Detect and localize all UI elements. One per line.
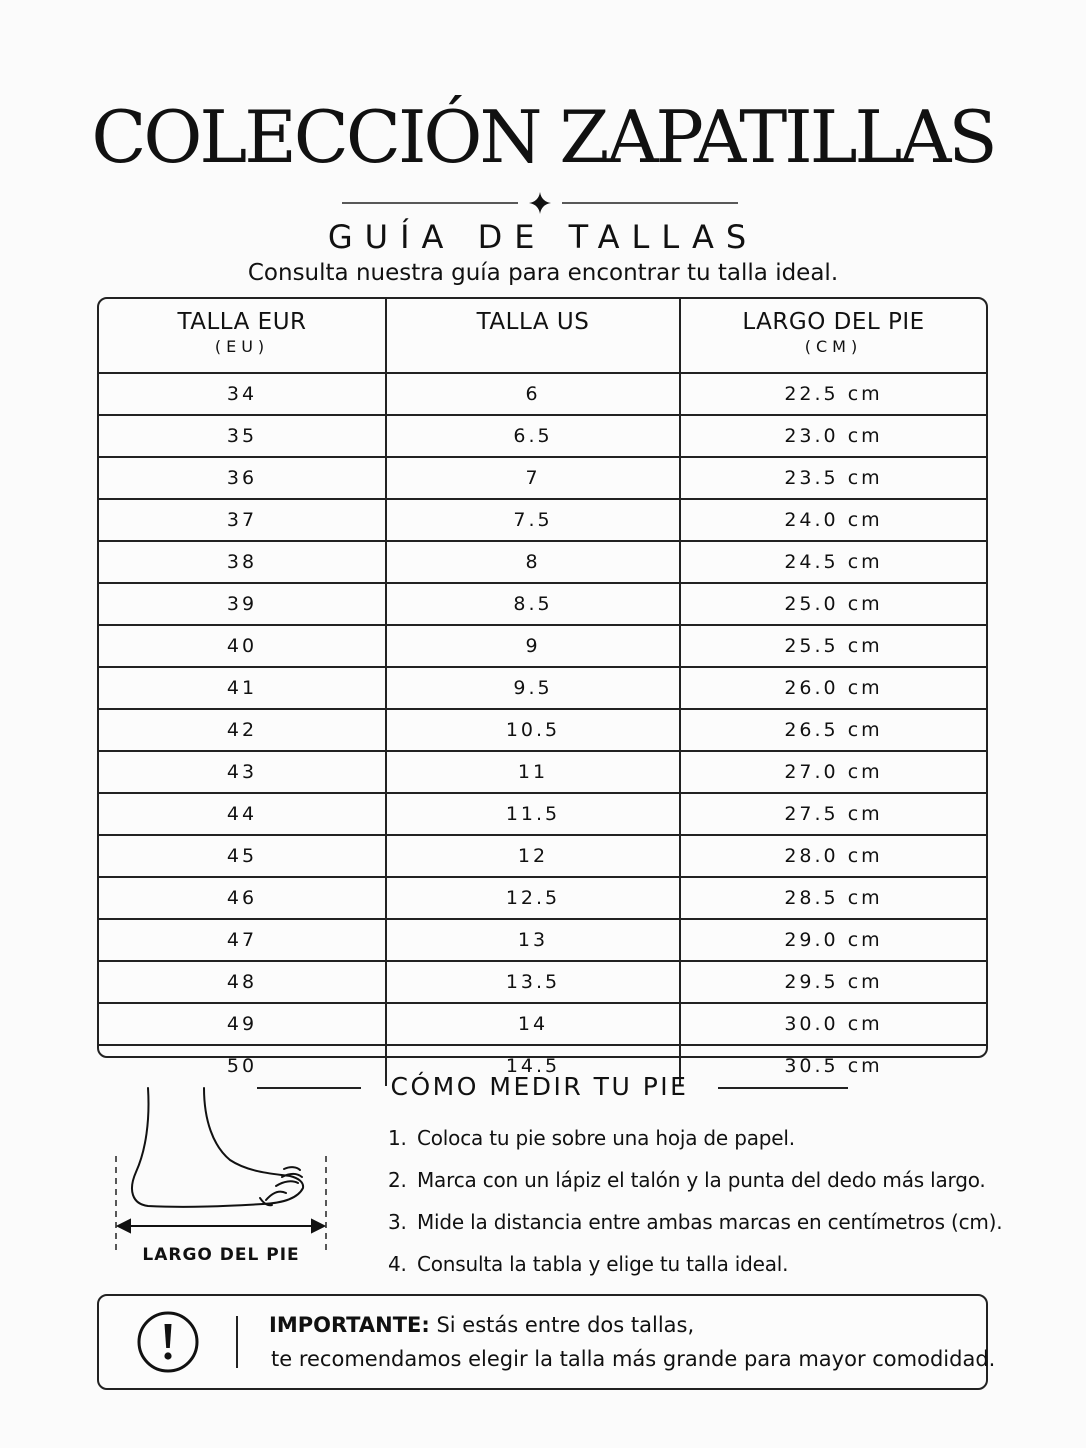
measure-title: CÓMO MEDIR TU PIE: [390, 1072, 689, 1101]
cell-eu: 50: [99, 1045, 386, 1086]
step-text: Consulta la tabla y elige tu talla ideal.: [417, 1252, 789, 1276]
title-rule-right: [718, 1087, 848, 1089]
exclamation-circle-icon: [136, 1310, 200, 1374]
cell-us: 12.5: [386, 877, 680, 919]
cell-length: 29.0 cm: [680, 919, 986, 961]
cell-us: 14: [386, 1003, 680, 1045]
cell-us: 9: [386, 625, 680, 667]
cell-length: 25.0 cm: [680, 583, 986, 625]
cell-length: 23.5 cm: [680, 457, 986, 499]
cell-length: 23.0 cm: [680, 415, 986, 457]
cell-us: 11: [386, 751, 680, 793]
cell-us: 8.5: [386, 583, 680, 625]
list-item: [388, 1244, 1002, 1286]
header-label: TALLA EUR: [177, 309, 307, 335]
table-row: [99, 919, 986, 961]
intro-text: Consulta nuestra guía para encontrar tu talla ideal.: [247, 260, 839, 286]
cell-us: 11.5: [386, 793, 680, 835]
cell-us: 8: [386, 541, 680, 583]
cell-us: 7.5: [386, 499, 680, 541]
table-row: [99, 835, 986, 877]
table-row: [99, 457, 986, 499]
header-unit: (EU): [214, 337, 270, 356]
header-unit: (CM): [804, 337, 863, 356]
cell-us: 10.5: [386, 709, 680, 751]
cell-eu: 39: [99, 583, 386, 625]
cell-us: 7: [386, 457, 680, 499]
header-length: [680, 299, 986, 373]
note-line-1: [269, 1308, 694, 1342]
table-row: [99, 541, 986, 583]
table-row: [99, 583, 986, 625]
cell-eu: 46: [99, 877, 386, 919]
sparkle-icon: [342, 190, 738, 216]
cell-us: 14.5: [386, 1045, 680, 1086]
foot-icon: [108, 1080, 340, 1240]
table-row: [99, 793, 986, 835]
cell-eu: 36: [99, 457, 386, 499]
table-row: [99, 709, 986, 751]
foot-length-label: LARGO DEL PIE: [142, 1245, 300, 1265]
table-row: [99, 415, 986, 457]
cell-length: 26.5 cm: [680, 709, 986, 751]
table-row: [99, 1003, 986, 1045]
note-text: Si estás entre dos tallas,: [429, 1313, 695, 1337]
table-row: [99, 625, 986, 667]
cell-eu: 35: [99, 415, 386, 457]
cell-eu: 49: [99, 1003, 386, 1045]
note-divider: [236, 1316, 238, 1368]
step-number: 1.: [388, 1126, 407, 1150]
cell-eu: 45: [99, 835, 386, 877]
cell-us: 6: [386, 373, 680, 415]
step-text: Marca con un lápiz el talón y la punta del dedo más largo.: [417, 1168, 986, 1192]
table-header-row: [99, 299, 986, 373]
list-item: [388, 1202, 1002, 1244]
table-row: [99, 751, 986, 793]
cell-eu: 44: [99, 793, 386, 835]
cell-length: 24.0 cm: [680, 499, 986, 541]
table-row: [99, 961, 986, 1003]
cell-eu: 42: [99, 709, 386, 751]
list-item: [388, 1160, 1002, 1202]
step-text: Mide la distancia entre ambas marcas en centímetros (cm).: [417, 1210, 1003, 1234]
header-label: LARGO DEL PIE: [742, 309, 925, 335]
step-text: Coloca tu pie sobre una hoja de papel.: [417, 1126, 795, 1150]
cell-eu: 41: [99, 667, 386, 709]
table-row: [99, 667, 986, 709]
list-item: [388, 1118, 1002, 1160]
cell-length: 27.5 cm: [680, 793, 986, 835]
note-line-2: te recomendamos elegir la talla más grande para mayor comodidad.: [271, 1347, 996, 1371]
cell-us: 12: [386, 835, 680, 877]
important-note: [97, 1294, 996, 1390]
step-number: 2.: [388, 1168, 407, 1192]
measure-steps: [388, 1118, 1002, 1286]
cell-length: 27.0 cm: [680, 751, 986, 793]
cell-length: 28.5 cm: [680, 877, 986, 919]
cell-eu: 43: [99, 751, 386, 793]
note-label: IMPORTANTE:: [269, 1313, 430, 1337]
header-eu: [99, 299, 386, 373]
cell-length: 30.0 cm: [680, 1003, 986, 1045]
cell-length: 28.0 cm: [680, 835, 986, 877]
cell-eu: 37: [99, 499, 386, 541]
cell-length: 24.5 cm: [680, 541, 986, 583]
header-us: [386, 299, 680, 373]
cell-eu: 40: [99, 625, 386, 667]
cell-eu: 34: [99, 373, 386, 415]
table-row: [99, 499, 986, 541]
cell-length: 22.5 cm: [680, 373, 986, 415]
page-title: COLECCIÓN ZAPATILLAS: [91, 95, 995, 179]
title-rule-left: [257, 1087, 361, 1089]
cell-length: 25.5 cm: [680, 625, 986, 667]
table-row: [99, 877, 986, 919]
cell-us: 9.5: [386, 667, 680, 709]
size-guide-subtitle: GUÍA DE TALLAS: [327, 218, 759, 256]
header-label: TALLA US: [476, 309, 590, 335]
step-number: 3.: [388, 1210, 407, 1234]
cell-eu: 38: [99, 541, 386, 583]
step-number: 4.: [388, 1252, 407, 1276]
cell-us: 6.5: [386, 415, 680, 457]
cell-us: 13.5: [386, 961, 680, 1003]
cell-length: 30.5 cm: [784, 1055, 883, 1077]
cell-eu: 47: [99, 919, 386, 961]
cell-us: 13: [386, 919, 680, 961]
cell-eu: 48: [99, 961, 386, 1003]
cell-length: 29.5 cm: [680, 961, 986, 1003]
size-table: [97, 297, 988, 1077]
cell-length: 26.0 cm: [680, 667, 986, 709]
table-row: [99, 373, 986, 415]
